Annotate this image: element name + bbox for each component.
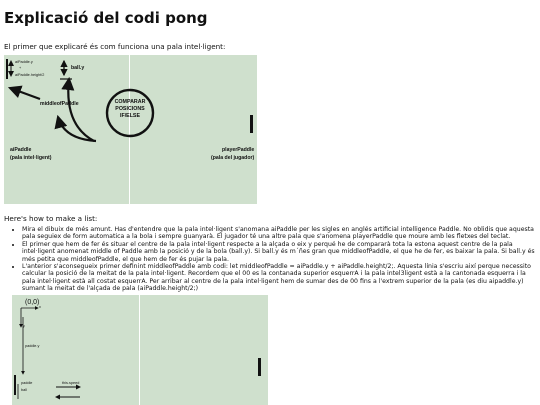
- label-player-paddle-name: playerPaddle: [222, 147, 255, 153]
- list-item: • L'anterior s'aconsegueix primer definint middleofPaddle amb codi: let middleofPaddle = aiPaddle.y + aiPaddle.height/2;. Aquesta línia s'escriu així perque necessito calcular la posició de la meitat de la pala intel·ligent. Recordem que el 00 es la contanada superior esquerrA i la pala intel3ligent està a la cantonada esquerra i la pala intel·ligent està all costat esquerrA. Per arribar al centre de la pala intel·ligent hem de sumar des de 00 fins a l'extrem superior de la pala (es diu aipaddle.y) sumant la meitat de l'alçada de pala (aiPaddle.height/2;): [22, 263, 536, 293]
- diagram-arrows: [4, 55, 257, 204]
- label-player-paddle-desc: (pala del jugador): [211, 155, 255, 161]
- label-aipaddle-height: aiPaddle.height/2: [15, 73, 45, 77]
- label-ball-y: ball.y: [71, 65, 85, 71]
- label-ai-paddle-desc: (pala intel·ligent): [10, 155, 52, 161]
- pong-diagram-coordinates: [12, 295, 268, 405]
- list-item: • Mira el dibuix de més amunt. Has d'entendre que la pala intel·ligent s'anomana aiPaddle per les sigles en anglés artificial intelligence Paddle. No oblidis que aquesta pala seguiex de form automatica a la bola i sempre guanyarà. El jugador té una altre pala que s'anomena playerPaddle que moure amb les fletxes del teclat.: [22, 226, 536, 241]
- coordinate-arrows: [12, 295, 268, 405]
- label-paddle-y: paddle.y: [25, 343, 40, 348]
- label-middle-of-paddle: middleofPaddle: [40, 101, 79, 107]
- pong-diagram-ai-paddle: [4, 55, 257, 204]
- label-plus: +: [19, 66, 22, 70]
- list-item: • El primer que hem de fer és situar el centre de la pala intel·ligent respecte a la alçada o eix y perqué he de compararà tota la estona aquest centre de la pala intel·ligent anomenat middle of Paddle amb la posició y de la bola (ball.y). Si ball.y és m´ñes gran que middleofPaddle, el que he de fer, es baixar la pala. Si ball.y és més petita que middleofPaddle, el que hem de fer és pujar la pala.: [22, 241, 536, 263]
- label-origin: (0,0): [25, 298, 40, 306]
- compare-arrow-ball: [68, 79, 94, 141]
- explanation-list: [4, 226, 536, 293]
- label-x: x: [39, 304, 41, 309]
- middle-arrow: [10, 88, 40, 99]
- label-ai-paddle-name: aiPaddle: [10, 147, 32, 153]
- label-speed: this.speed: [62, 380, 80, 385]
- intro-text: El primer que explicaré és com funciona una pala intel·ligent:: [4, 42, 226, 51]
- label-ball: ball: [21, 387, 27, 392]
- label-aipaddle-y: aiPaddle.y: [15, 60, 33, 64]
- label-compare: COMPARAR POSICIONS IF/ELSE: [114, 99, 146, 119]
- compare-arrow-middle: [58, 117, 96, 141]
- howto-text: Here's how to make a list:: [4, 214, 98, 223]
- label-y: y: [23, 323, 25, 328]
- label-paddle: paddle: [21, 380, 33, 385]
- page-title: Explicació del codi pong: [4, 9, 208, 27]
